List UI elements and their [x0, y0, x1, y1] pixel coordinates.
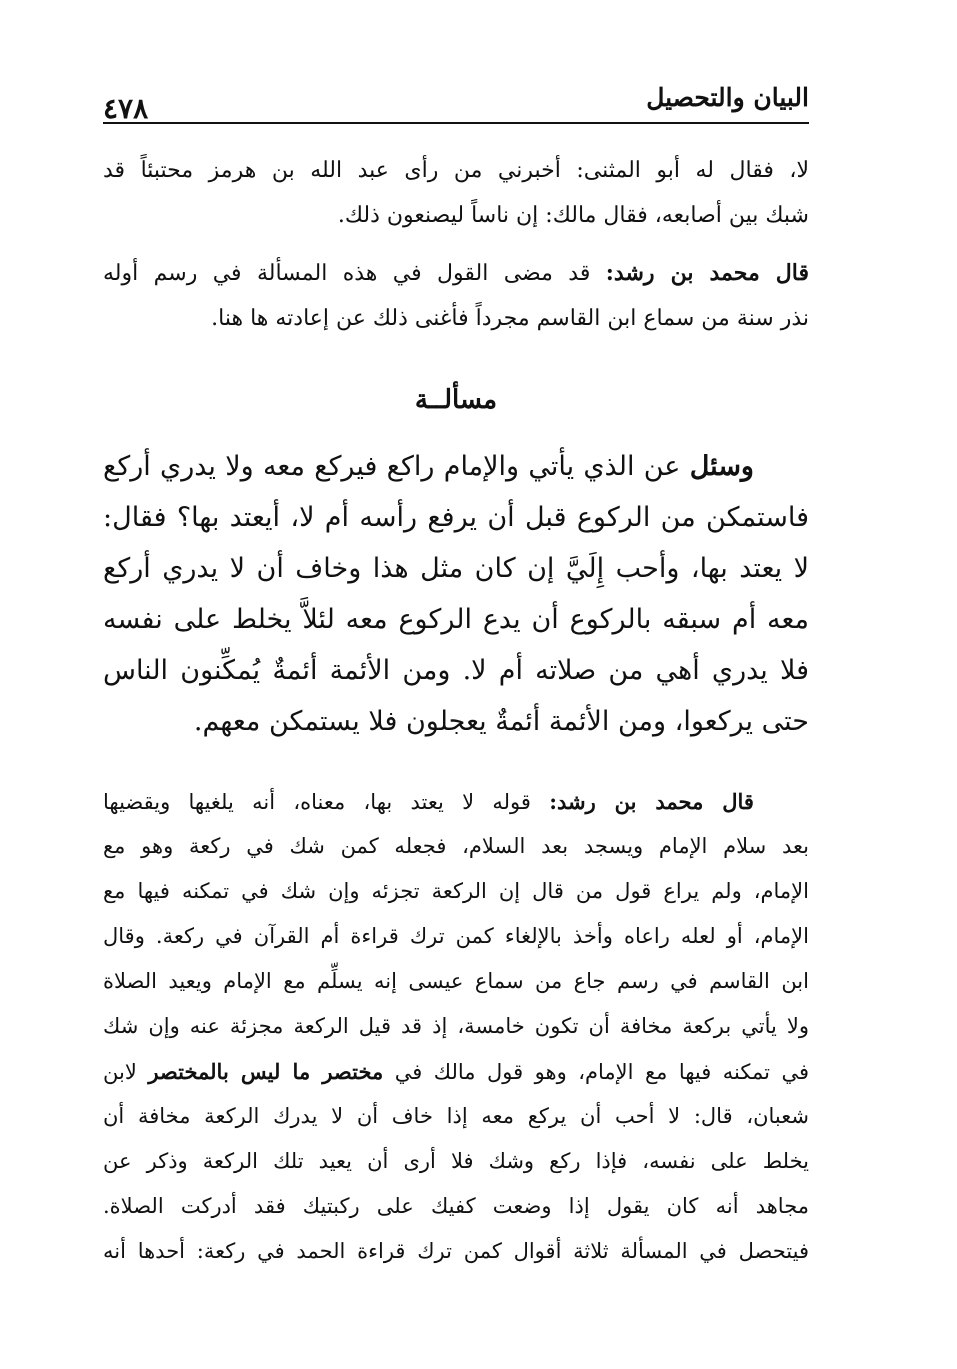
text-line: بعد سلام الإمام ويسجد بعد السلام، فجعله كمن شك في ركعة وهو مع: [103, 834, 809, 858]
text-span: في تمكنه فيها مع الإمام، وهو قول مالك في: [394, 1060, 809, 1084]
header-rule: [103, 122, 809, 124]
text-line: فلا يدري أهي من صلاته أم لا. ومن الأئمة أئمةٌ يُمكِّنون الناس: [103, 655, 809, 686]
page-number: ٤٧٨: [103, 92, 149, 125]
text-line: فيتحصل في المسألة ثلاثة أقوال كمن ترك قراءة الحمد في ركعة: أحدها أنه: [103, 1239, 809, 1263]
text-span: قد مضى القول في هذه المسألة في رسم أوله: [103, 261, 591, 286]
text-span: لابن: [103, 1060, 137, 1084]
text-line: شعبان، قال: لا أحب أن يركع معه إذا خاف أن لا يدرك الركعة مخافة أن: [103, 1104, 809, 1128]
text-line: ولا يأتي بركعة مخافة أن تكون خامسة، إذ قد قيل الركعة مجزئة عنه وإن شك: [103, 1014, 809, 1038]
commentary-paragraph-2: [103, 779, 809, 1274]
running-header: [103, 78, 809, 124]
text-line: [103, 779, 809, 824]
text-line: الإمام، أو لعله راعاه وأخذ بالإلغاء كمن ترك قراءة أم القرآن في ركعة. وقال: [103, 924, 809, 948]
text-line: [103, 251, 809, 296]
text-span: عن الذي يأتي والإمام راكع فيركع معه ولا يدري أركع: [103, 451, 681, 482]
text-line: معه أم سبقه بالركوع أن يدع الركوع معه لئلاَّ يخلط على نفسه: [103, 604, 809, 635]
text-line: شبك بين أصابعه، فقال مالك: إن ناساً ليصنعون ذلك.: [337, 203, 809, 228]
paragraph-continuation: [103, 148, 809, 238]
question-lead: وسئل: [689, 451, 754, 482]
text-line: [103, 441, 809, 492]
section-heading: مسألــة: [414, 385, 498, 415]
book-title: مختصر ما ليس بالمختصر: [148, 1059, 384, 1084]
question-paragraph: [103, 441, 809, 747]
running-header-title: البيان والتحصيل: [646, 83, 809, 112]
commentator-lead: قال محمد بن رشد:: [605, 260, 809, 286]
text-line: مجاهد أنه كان يقول إذا وضعت كفيك على ركبتيك فقد أدركت الصلاة.: [103, 1194, 809, 1218]
text-line: ابن القاسم في رسم جاع من سماع عيسى إنه يسلِّم مع الإمام ويعيد الصلاة: [103, 969, 809, 993]
text-line: [103, 1049, 809, 1094]
text-line: نذر سنة من سماع ابن القاسم مجرداً فأغنى ذلك عن إعادته ها هنا.: [211, 306, 809, 331]
text-line: الإمام، ولم يراع قول من قال إن الركعة تجزئه وإن شك في تمكنه فيها مع: [103, 879, 809, 903]
text-line: يخلط على نفسه، فإذا ركع وشك فلا أرى أن يعيد تلك الركعة وذكر عن: [103, 1149, 809, 1173]
commentator-lead: قال محمد بن رشد:: [549, 789, 754, 814]
text-line: لا، فقال له أبو المثنى: أخبرني من رأى عبد الله بن هرمز محتبئاً قد: [103, 158, 809, 183]
text-line: لا يعتد بها، وأحب إِلَيَّ إن كان مثل هذا وخاف أن لا يدري أركع: [103, 553, 809, 584]
text-line: فاستمكن من الركوع قبل أن يرفع رأسه أم لا، أيعتد بها؟ فقال:: [103, 502, 809, 533]
text-span: قوله لا يعتد بها، معناه، أنه يلغيها ويقضيها: [103, 790, 531, 814]
commentary-paragraph-1: [103, 251, 809, 341]
text-line: حتى يركعوا، ومن الأئمة أئمةٌ يعجلون فلا يستمكن معهم.: [193, 706, 809, 737]
